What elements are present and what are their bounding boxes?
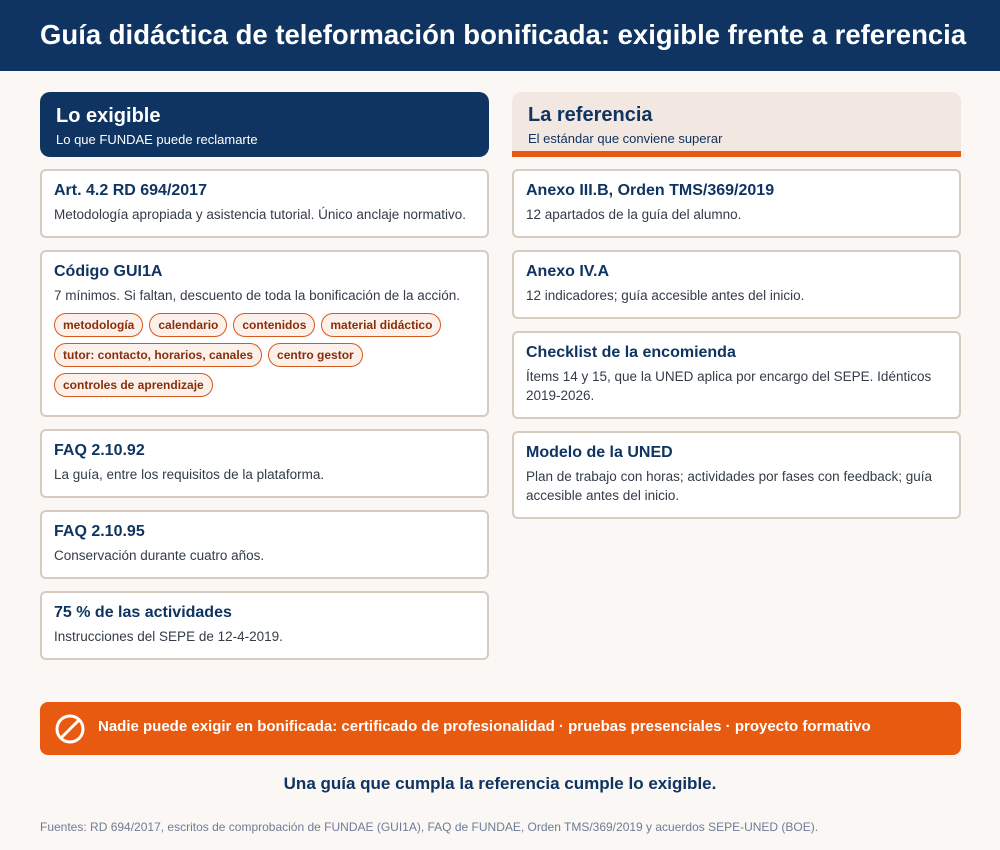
- sources-note: Fuentes: RD 694/2017, escritos de comprobación de FUNDAE (GUI1A), FAQ de FUNDAE, Orden TMS/369/2019 y acuerdos SEPE-UNED (BOE).: [40, 820, 819, 834]
- column-subtitle: Lo que FUNDAE puede reclamarte: [56, 132, 258, 147]
- tag-controles-aprendizaje: controles de aprendizaje: [54, 373, 213, 397]
- prohibited-icon: [54, 713, 86, 745]
- tag-material-didactico: material didáctico: [321, 313, 441, 337]
- card-body: Plan de trabajo con horas; actividades por fases con feedback; guía accesible antes del inicio.: [526, 469, 933, 503]
- card-faq-2-10-92: [40, 429, 489, 498]
- column-exigible: [40, 92, 489, 660]
- card-body: 7 mínimos. Si faltan, descuento de toda la bonificación de la acción.: [54, 288, 460, 303]
- card-anexo-iii-b: [512, 169, 961, 238]
- column-subtitle: El estándar que conviene superar: [528, 131, 723, 146]
- card-body: 12 apartados de la guía del alumno.: [526, 207, 742, 222]
- card-body: Ítems 14 y 15, que la UNED aplica por encargo del SEPE. Idénticos 2019-2026.: [526, 369, 932, 403]
- tag-calendario: calendario: [149, 313, 227, 337]
- card-body: La guía, entre los requisitos de la plataforma.: [54, 467, 325, 482]
- card-codigo-gui1a: [40, 250, 489, 417]
- card-title: Código GUI1A: [54, 263, 163, 280]
- card-body: Metodología apropiada y asistencia tutorial. Único anclaje normativo.: [54, 207, 466, 222]
- card-faq-2-10-95: [40, 510, 489, 579]
- column-referencia: [512, 92, 961, 519]
- tag-centro-gestor: centro gestor: [268, 343, 363, 367]
- card-title: FAQ 2.10.92: [54, 442, 145, 459]
- card-modelo-uned: [512, 431, 961, 519]
- card-title: Modelo de la UNED: [526, 444, 673, 461]
- card-art-4-2: [40, 169, 489, 238]
- tag-tutor: tutor: contacto, horarios, canales: [54, 343, 262, 367]
- column-title: Lo exigible: [56, 105, 161, 127]
- tag-contenidos: contenidos: [233, 313, 315, 337]
- tag-metodologia: metodología: [54, 313, 143, 337]
- card-anexo-iv-a: [512, 250, 961, 319]
- column-header-exigible: [40, 92, 489, 157]
- card-title: Anexo IV.A: [526, 263, 609, 280]
- card-body: Instrucciones del SEPE de 12-4-2019.: [54, 629, 283, 644]
- column-header-referencia: [512, 92, 961, 157]
- warning-banner: [40, 702, 961, 755]
- page-header: [0, 0, 1000, 71]
- card-title: Checklist de la encomienda: [526, 344, 736, 361]
- conclusion: Una guía que cumpla la referencia cumple lo exigible.: [283, 774, 717, 793]
- column-title: La referencia: [528, 104, 653, 126]
- card-title: 75 % de las actividades: [54, 604, 232, 621]
- card-body: Conservación durante cuatro años.: [54, 548, 265, 563]
- card-75-actividades: [40, 591, 489, 660]
- card-body: 12 indicadores; guía accesible antes del inicio.: [526, 288, 805, 303]
- card-checklist-encomienda: [512, 331, 961, 419]
- page-title: Guía didáctica de teleformación bonificada: exigible frente a referencia: [40, 19, 967, 50]
- banner-text: Nadie puede exigir en bonificada: certificado de profesionalidad · pruebas presenciales · proyecto formativo: [98, 718, 871, 735]
- card-title: Art. 4.2 RD 694/2017: [54, 182, 207, 199]
- card-title: Anexo III.B, Orden TMS/369/2019: [526, 182, 775, 199]
- card-title: FAQ 2.10.95: [54, 523, 145, 540]
- tag-list: [54, 313, 475, 403]
